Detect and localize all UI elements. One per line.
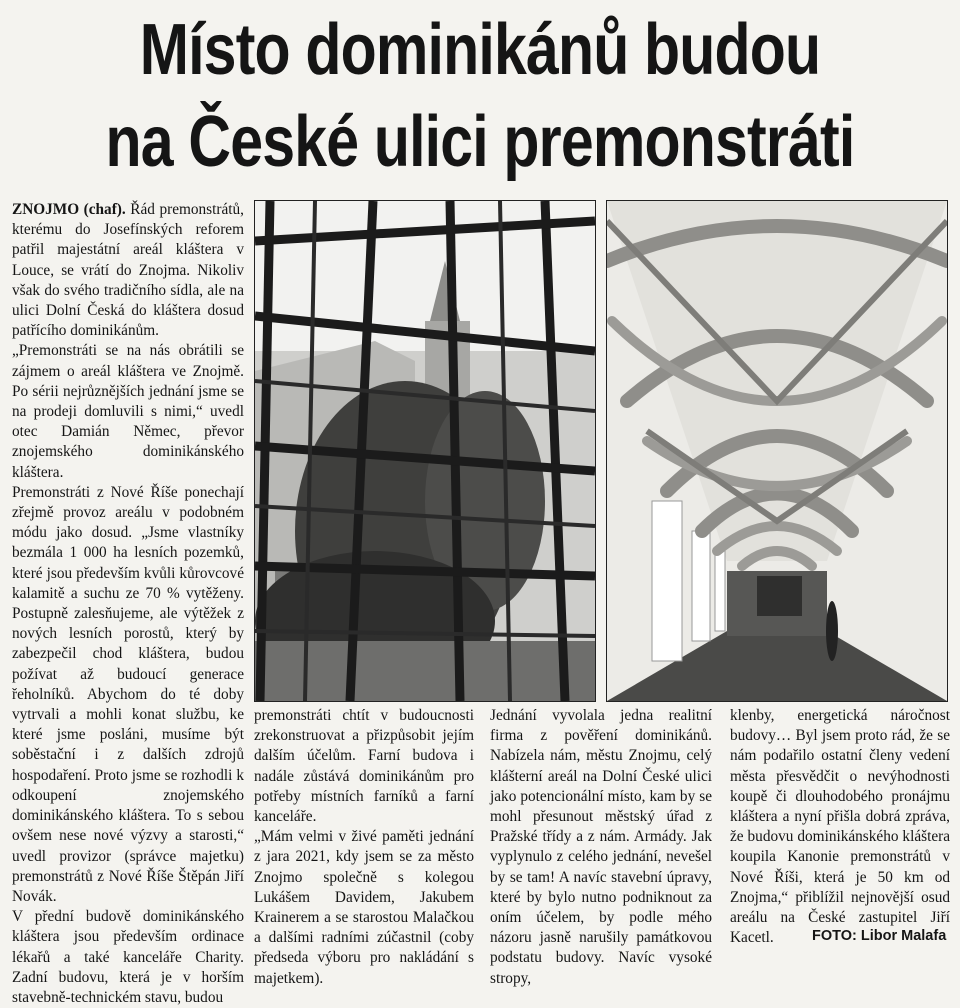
dateline: ZNOJMO (chaf).: [12, 201, 126, 218]
paragraph: klenby, energetická náročnost budovy… Byl jsem proto rád, že se nám podařilo ostatní členy vedení města přesvědčit o nevýhodnosti koupě či dlouhodobého pronájmu kláštera a nyní přišla dobrá zpráva, že budovu dominikánského kláštera koupila Kanonie premonstrátů v Nové Říši, která je 50 km od Znojma,“ přiblížil nejnovější osud areálu na České zastupitel Jiří Kacetl.: [730, 707, 950, 947]
photo-credit: FOTO: Libor Malafa: [812, 928, 947, 944]
paragraph: Premonstráti z Nové Říše ponechají zřejmě provoz areálu v podobném módu jako dosud. „Jsme vlastníky bezmála 1 000 ha lesních pozemků, které jsou především kvůli kůrovcové kalamitě a suchu ze 70 % vytěženy. Postupně zalesňujeme, ale výtěžek z nových lesních porostů, který by zabezpečil chod kláštera, budou požívat až budoucí generace řeholníků. Abychom do té doby vytrvali a mohli konat službu, ke které jsme posláni, musíme být soběstační i z dalších zdrojů hospodaření. Proto jsme se rozhodli k odkoupení znojemského dominikánského kláštera. To s sebou ovšem nese nové výzvy a starosti,“ uvedl provizor (správce majetku) premonstrátů z Nové Říše Štěpán Jiří Novák.: [12, 483, 244, 905]
paragraph: V přední budově dominikánského kláštera jsou především ordinace lékařů a také kanceláře Charity. Zadní budovu, která je v horším stavebně-technickém stavu, budou: [12, 908, 244, 1006]
headline-line-1: Místo dominikánů budou: [139, 10, 821, 90]
paragraph: „Premonstráti se na nás obrátili se zájmem o areál kláštera ve Znojmě. Po sérii nejrůznějších jednání jsme se na prodeji domluvili s nimi,“ uvedl otec Damián Němec, převor znojemského dominikánského kláštera.: [12, 342, 244, 481]
photo-window-tree: [254, 200, 596, 702]
article-column-3: [490, 706, 712, 989]
paragraph: Jednání vyvolala jedna realitní firma z pověření dominikánů. Nabízela nám, městu Znojmu, celý klášterní areál na Dolní České ulici jako potencionální místo, kam by se mohl přesunout městský úřad z Pražské třídy a z nám. Armády. Jak vyplynulo z celého jednání, nevešel by se tam! A navíc stavební úpravy, které by bylo nutno podniknout za oním účelem, by podle mého názoru jasně narušily památkovou podstatu budovy. Navíc vysoké stropy,: [490, 707, 712, 987]
article-column-4: [730, 706, 950, 948]
paragraph: „Mám velmi v živé paměti jednání z jara 2021, kdy jsem se za město Znojmo společně s kolegou Lukášem Davidem, Jakubem Krainerem a se starostou Malačkou a dalšími radními zúčastnil (coby předseda výboru pro nakládání s majetkem).: [254, 828, 474, 987]
paragraph: ZNOJMO (chaf). Řád premonstrátů, kterému do Josefínských reforem patřil majestátní areál kláštera v Louce, se vrátí do Znojma. Nikoliv však do svého tradičního sídla, ale na ulici Dolní Česká do kláštera dosud patřícího dominikánům.: [12, 201, 244, 340]
headline-line-2: na České ulici premonstráti: [105, 102, 855, 182]
paragraph: premonstráti chtít v budoucnosti zrekonstruovat a přizpůsobit jejím dalším účelům. Farní budova i nadále zůstává dominikánům pro potřeby místních farníků a farní kanceláře.: [254, 707, 474, 826]
article-column-2: [254, 706, 474, 989]
article-column-1: [12, 200, 244, 1008]
photo-cloister-vault: [606, 200, 948, 702]
